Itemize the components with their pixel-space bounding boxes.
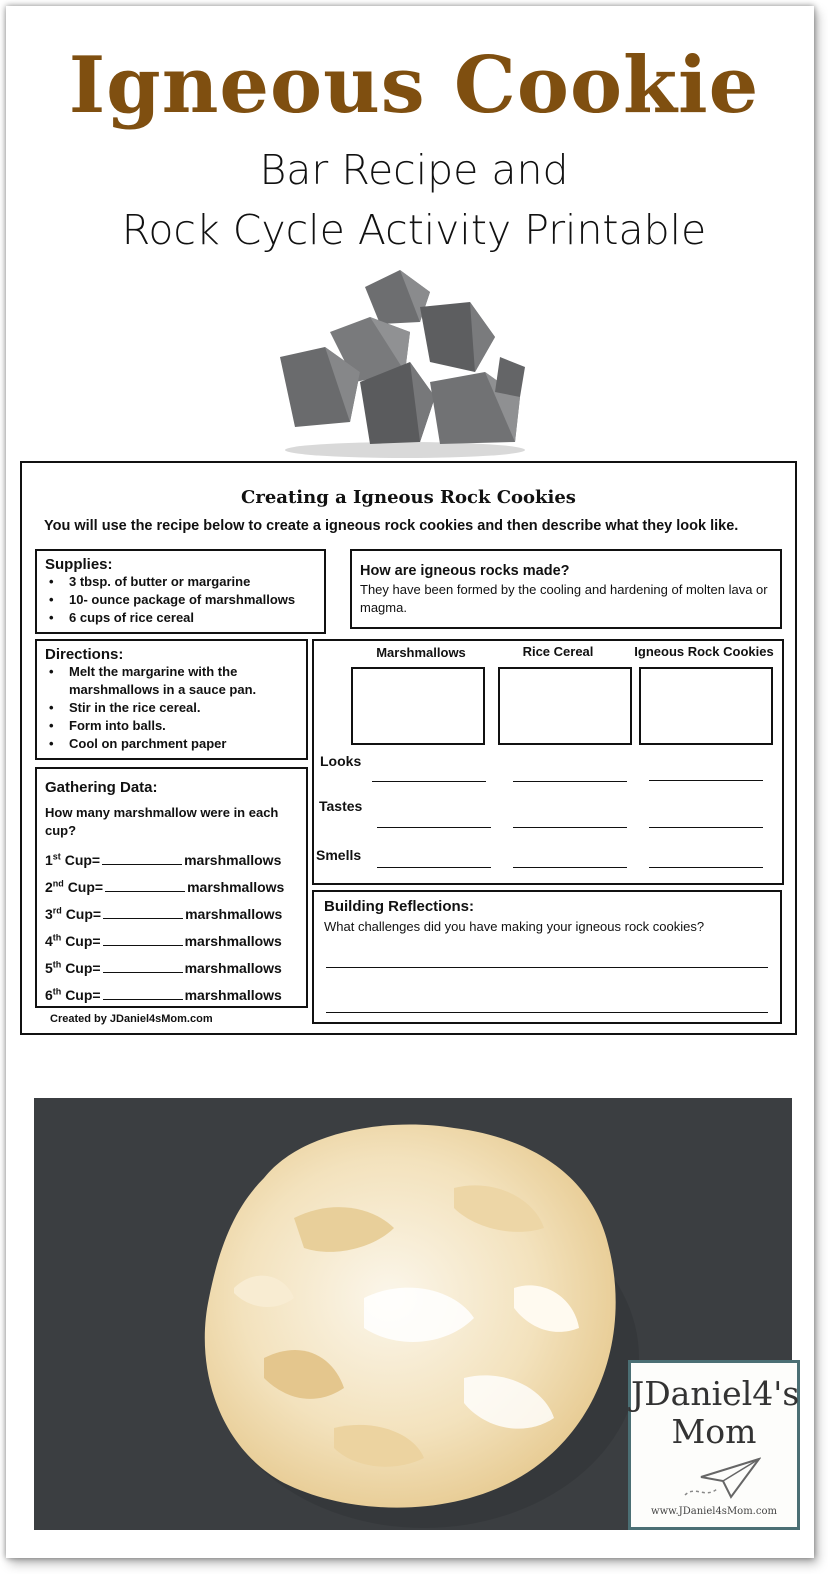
reflection-answer-line[interactable] xyxy=(326,1012,768,1013)
reflections-box xyxy=(312,890,782,1024)
gathering-question: How many marshmallow were in each cup? xyxy=(45,805,279,838)
supply-item: • 3 tbsp. of butter or margarine xyxy=(45,573,324,591)
brand-logo xyxy=(628,1360,800,1530)
answer-line[interactable] xyxy=(513,867,627,868)
subtitle-line-1: Bar Recipe and xyxy=(259,146,569,194)
directions-box xyxy=(35,639,308,760)
answer-line[interactable] xyxy=(513,781,627,782)
directions-heading: Directions: xyxy=(45,646,124,663)
paper-plane-icon xyxy=(681,1455,761,1501)
drawing-box-igneous-rock-cookies[interactable] xyxy=(639,667,773,745)
cup-answer-blank[interactable] xyxy=(103,905,183,919)
supply-item: • 10- ounce package of marshmallows xyxy=(45,591,324,609)
cup-answer-blank[interactable] xyxy=(103,986,183,1000)
row-label-smells: Smells xyxy=(316,847,362,863)
answer-line[interactable] xyxy=(649,780,763,781)
how-made-heading: How are igneous rocks made? xyxy=(360,563,570,579)
drawing-box-rice-cereal[interactable] xyxy=(498,667,632,745)
worksheet-title: Creating a Igneous Rock Cookies xyxy=(241,487,576,508)
cup-row-3: 3rd Cup= marshmallows xyxy=(45,905,283,922)
cup-row-2: 2nd Cup= marshmallows xyxy=(45,878,285,895)
how-made-text: They have been formed by the cooling and hardening of molten lava or magma. xyxy=(360,582,768,615)
cup-answer-blank[interactable] xyxy=(105,878,185,892)
column-header-marshmallows: Marshmallows xyxy=(376,645,466,660)
direction-item: • Melt the margarine with the marshmallows in a sauce pan. xyxy=(45,663,306,699)
credit-line: Created by JDaniel4sMom.com xyxy=(50,1013,213,1025)
supplies-heading: Supplies: xyxy=(45,556,113,573)
answer-line[interactable] xyxy=(377,867,491,868)
direction-item: • Stir in the rice cereal. xyxy=(45,699,306,717)
row-label-tastes: Tastes xyxy=(319,798,363,814)
reflection-answer-line[interactable] xyxy=(326,967,768,968)
supplies-box xyxy=(35,549,326,634)
column-header-rice-cereal: Rice Cereal xyxy=(522,644,594,659)
logo-name: JDaniel4's Mom xyxy=(631,1374,800,1451)
answer-line[interactable] xyxy=(649,827,763,828)
supply-item: • 6 cups of rice cereal xyxy=(45,609,324,627)
answer-line[interactable] xyxy=(649,867,763,868)
answer-line[interactable] xyxy=(372,781,486,782)
answer-line[interactable] xyxy=(513,827,627,828)
row-label-looks: Looks xyxy=(320,753,362,769)
cup-row-5: 5th Cup= marshmallows xyxy=(45,959,282,976)
how-made-box xyxy=(350,549,782,629)
worksheet-intro: You will use the recipe below to create a igneous rock cookies and then describe what they look like. xyxy=(44,518,739,534)
gathering-data-box xyxy=(35,767,308,1008)
reflections-question: What challenges did you have making your igneous rock cookies? xyxy=(324,919,705,934)
column-header-igneous-rock-cookies: Igneous Rock Cookies xyxy=(634,644,774,659)
drawing-box-marshmallows[interactable] xyxy=(351,667,485,745)
gathering-heading: Gathering Data: xyxy=(45,779,158,796)
cup-answer-blank[interactable] xyxy=(103,959,183,973)
observation-table xyxy=(312,639,784,885)
subtitle-line-2: Rock Cycle Activity Printable xyxy=(121,206,707,254)
direction-item: • Cool on parchment paper xyxy=(45,735,306,753)
cup-row-1: 1st Cup= marshmallows xyxy=(45,851,282,868)
cup-row-6: 6th Cup= marshmallows xyxy=(45,986,282,1003)
answer-line[interactable] xyxy=(377,827,491,828)
cup-answer-blank[interactable] xyxy=(102,851,182,865)
direction-item: • Form into balls. xyxy=(45,717,306,735)
rock-pile-image xyxy=(270,262,540,462)
reflections-heading: Building Reflections: xyxy=(324,898,474,915)
worksheet xyxy=(20,461,797,1035)
cup-answer-blank[interactable] xyxy=(103,932,183,946)
logo-url: www.JDaniel4sMom.com xyxy=(651,1506,777,1517)
cup-row-4: 4th Cup= marshmallows xyxy=(45,932,282,949)
page-title: Igneous Cookie xyxy=(68,40,760,131)
